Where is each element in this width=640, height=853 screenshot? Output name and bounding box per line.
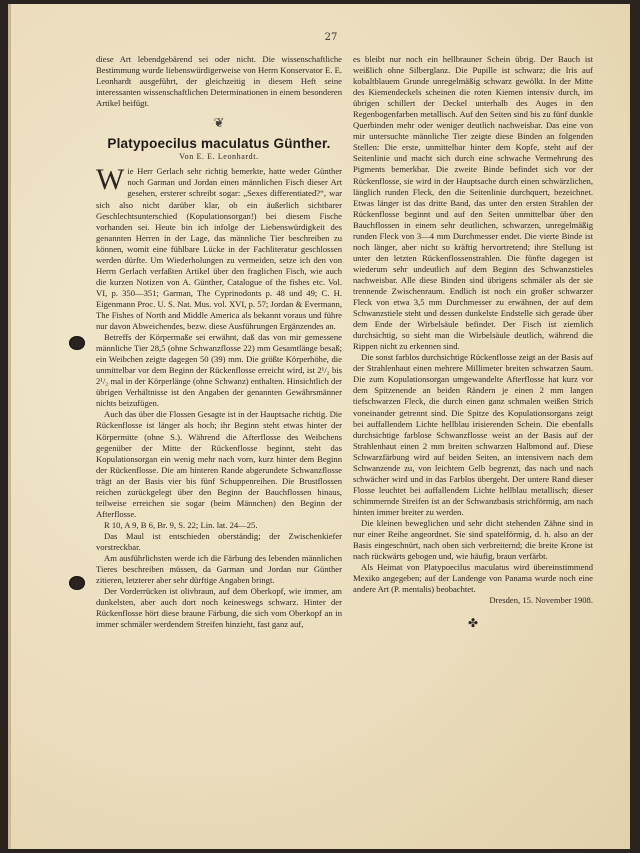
article-title: Platypoecilus maculatus Günther. — [107, 136, 331, 152]
end-ornament-icon: ✤ — [467, 616, 479, 631]
byline: Von E. E. Leonhardt. — [179, 152, 259, 162]
right-column — [353, 54, 593, 629]
flower-ornament-icon: ❦ — [213, 115, 225, 131]
body-paragraph: Der Vorderrücken ist olivbraun, auf dem Oberkopf, wie immer, am dunkelsten, aber auch dort noch keineswegs schwarz. Hinter der Rückenflosse hört diese braune Färbung, die sich vom Oberkopf an in immer schmäler werdendem Streifen hinzieht, fast ganz auf, — [96, 586, 342, 630]
body-paragraph: Als Heimat von Platypoecilus maculatus wird übereinstimmend Mexiko angegeben; auf der Landenge von Panama wurde noch eine andere Art (P. mentalis) beobachtet. — [353, 562, 593, 595]
document-page — [8, 4, 630, 849]
body-paragraph: ie Herr Gerlach sehr richtig bemerkte, hatte weder Günther noch Garman und Jordan einen männlichen Fisch dieser Art gesehen, ersterer schreibt sogar: „Sexes differentiated?“, war sich also nicht darüber klar, ob ein äußerlich sichtbarer Geschlechtsunterschied (Kopulationsorgan!) bei diesem Fische vorhanden sei. Heute bin ich infolge der Liebenswürdigkeit des genannten Herren in der Lage, das männliche Tier beschreiben zu können, womit eine fühlbare Lücke in der Fachliteratur geschlossen werden dürfte. Um Wiederholungen zu vermeiden, setze ich den von Herrn Gerlach verfaßten Artikel über den fraglichen Fisch, wie auch die kurzen Notizen von A. Günther, Catalogue of the fishes etc. Vol. VI, p. 350—351; Garman, The Cyprinodonts p. 48 und 49; C. H. Eigenmann Proc. U. S. Nat. Mus. vol. XVI, p. 57; Jordan & Evermann, The Fishes of North and Middle America als bekannt voraus und führe nur davon Abweichendes, bezw. diese Ausführungen Ergänzendes an. — [96, 166, 342, 332]
body-paragraph: Das Maul ist entschieden oberständig; der Zwischenkiefer vorstreckbar. — [96, 530, 342, 552]
fin-formula: R 10, A 9, B 6, Br. 9, S. 22; Lin. lat. 24—25. — [104, 519, 258, 530]
body-paragraph: Die sonst farblos durchsichtige Rückenflosse zeigt an der Basis auf der Strahlenhaut einen mehrere Millimeter breiten schwarzen Saum. Die zum Kopulationsorgan umgewandelte Afterflosse hat kurz vor dem Spitzenende an beiden Rändern je einen 2 mm langen tiefschwarzen Fleck, die durch einen ganz schmalen weißen Strich voneinander getrennt sind. Die Spitze des Kopulationsorgans zeigt bei auffallendem Lichte hellblau irisierenden Schein. Die ebenfalls durchsichtige farblose Schwanzflosse weist an der Basis auf der Strahlenhaut einen 2 mm breiten schwarzen Halbmond auf. Diese Schwarzfärbung wird auf beiden Seiten, an intensivem nach dem Schwanzende zu, von leichtem Gelb begrenzt, das nach und nach schwächer wird und in das Farblos übergeht. Der untere Rand dieser Flosse leuchtet bei auffallendem Lichte hellblau metallisch; dieser schimmernde Streifen ist an der Schwanzbasis strichförmig, am nach hinten immer breiter zu werden. — [353, 352, 593, 517]
body-paragraph: Betreffs der Körpermaße sei erwähnt, daß das von mir gemessene männliche Tier 28,5 (ohne Schwanzflosse 22) mm Gesamtlänge besaß; ein Weibchen zeigte dagegen 50 (39) mm. Die größte Körperhöhe, die unmittelbar vor dem Beginn der Rückenflosse erreicht wird, ist 2¹/₂ bis 2¹/₂ mal in der Körperlänge (ohne Schwanz) enthalten. Hinsichtlich der übrigen Verhältnisse ist den Angaben der genannten Gewährsmänner nichts beizufügen. — [96, 332, 342, 409]
page-number: 27 — [324, 32, 338, 43]
drop-cap: W — [96, 163, 125, 197]
body-paragraph: Die kleinen beweglichen und sehr dicht stehenden Zähne sind in nur einer Reihe angeordnet. Sie sind spatelförmig, d. h. also an der Basis eingeschnürt, nach oben sich verbreiternd; die breite Krone ist nach rückwärts gebogen und, wie häufig, braun verfärbt. — [353, 517, 593, 562]
left-column — [96, 54, 342, 630]
punch-hole — [69, 576, 85, 590]
punch-hole — [69, 336, 85, 350]
intro-paragraph: diese Art lebendgebärend sei oder nicht. Die wissenschaftliche Bestimmung wurde liebenswürdigerweise von Herrn Konservator E. E. Leonhardt ausgeführt, der gleichzeitig in diesem Heft seine interessanten wissenschaftlichen Determinationen in einem besonderen Artikel beifügt. — [96, 54, 342, 109]
signature-line: Dresden, 15. November 1908. — [489, 595, 593, 606]
body-paragraph: es bleibt nur noch ein hellbrauner Schein übrig. Der Bauch ist weißlich ohne Silberglanz. Die Pupille ist schwarz; die Iris auf kobaltblauem Grunde unregelmäßig schwarz gewölkt. In der Mitte des Kiemendeckels scheinen die roten Kiemen intensiv durch, im übrigen schillert der Deckel unterhalb des Auges in den Regenbogenfarben metallisch. Auf den Seiten sind bis zu fünf dunkle Querbinden mehr oder weniger deutlich nachweisbar. Das eine von mir untersuchte männliche Tier zeigte diese Binden an folgenden Stellen: Die erste, unmittelbar hinter dem Kopfe, steht auf der Seitenlinie und macht sich durch eine schwache Vermehrung des Pigments bemerkbar. Die zweite Binde befindet sich vor der Rückenflosse, sie wird in der Hauptsache durch einen schwärzlichen, länglich runden Fleck, den die Seitenlinie durchquert, bezeichnet. Etwas länger ist das dritte Band, das unter den ersten Strahlen der Rückenflosse beginnt und auf den Seiten unmittelbar über den Bauchflossen in einem sehr deutlichen, schwarzen, unregelmäßig runden Fleck von 3—4 mm Durchmesser endet. Die vierte Binde ist noch länger, aber nicht so kräftig hervortretend; ihre Stellung ist unter den letzten Rückenflossenstrahlen. Die fünfte dagegen ist wiederum sehr undeutlich auf dem Beginn des Schwanzstieles nachweisbar. Alle diese Binden sind übrigens schmäler als der sie trennende Zwischenraum. Endlich ist noch ein großer schwarzer Fleck von etwa 3,5 mm Durchmesser zu erwähnen, der auf dem Schwanzstiele steht und dessen dunkelste Endstelle sich gerade über dem Ende der Wirbelsäule befindet. Der Fisch ist ziemlich durchsichtig, so sieht man die Wirbelsäule deutlich, während die Rippen nicht zu erkennen sind. — [353, 54, 593, 352]
body-paragraph: Am ausführlichsten werde ich die Färbung des lebenden männlichen Tieres beschreiben müssen, da Garman und Jordan nur Günther zitieren, letzterer aber sehr dürftige Angaben bringt. — [96, 553, 342, 586]
body-paragraph: Auch das über die Flossen Gesagte ist in der Hauptsache richtig. Die Rückenflosse ist länger als hoch; ihr Beginn steht etwas hinter der Körpermitte (ohne S.). Während die Afterflosse des Weibchens gegenüber der Mitte der Rückenflosse beginnt, steht das Kopulationsorgan ein wenig mehr nach vorn, kurz hinter dem Beginn der Rückenflosse. Die am hinteren Rande abgerundete Schwanzflosse trägt an der Basis vier bis fünf Schuppenreihen. Die Brustflossen reichen zurückgelegt über den Beginn der Bauchflossen hinaus, teilweise erreichen sie sogar (beim Männchen) den Beginn der Afterflosse. — [96, 409, 342, 519]
